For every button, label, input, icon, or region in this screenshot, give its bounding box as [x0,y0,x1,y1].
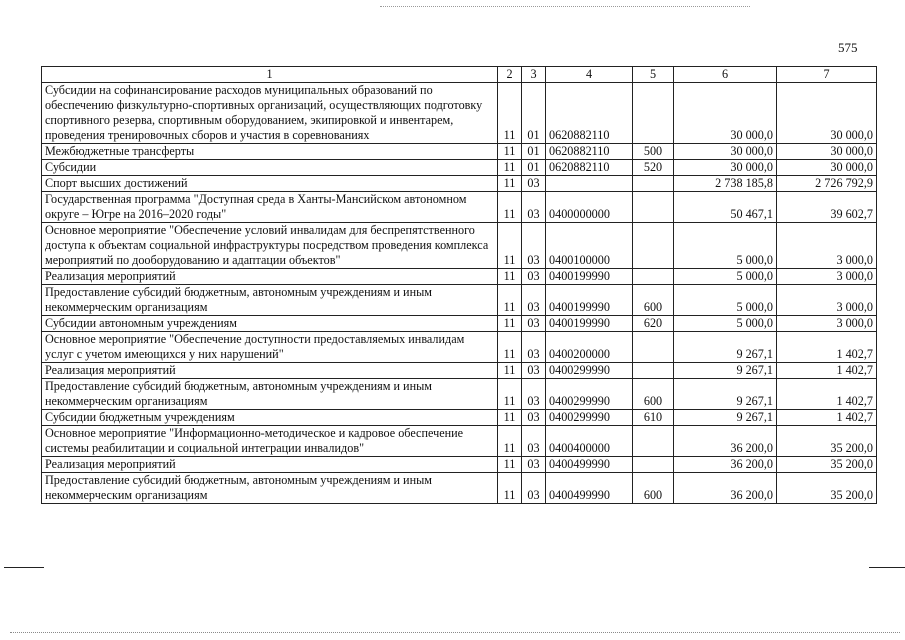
row-target-article: 0400299990 [546,379,633,410]
budget-table [41,66,877,504]
table-row [42,332,877,363]
row-subsection: 03 [522,410,546,426]
row-target-article: 0620882110 [546,144,633,160]
table-row [42,426,877,457]
table-row [42,223,877,269]
row-target-article: 0400100000 [546,223,633,269]
row-name: Предоставление субсидий бюджетным, автономным учреждениям и иным некоммерческим организациям [42,473,498,504]
row-subsection: 01 [522,144,546,160]
column-header-7: 7 [777,67,877,83]
row-amount-2: 30 000,0 [777,160,877,176]
row-section: 11 [498,160,522,176]
row-amount-1: 50 467,1 [674,192,777,223]
row-section: 11 [498,223,522,269]
row-target-article: 0400000000 [546,192,633,223]
row-amount-2: 3 000,0 [777,285,877,316]
row-expense-type [633,223,674,269]
row-amount-2: 3 000,0 [777,316,877,332]
row-subsection: 03 [522,363,546,379]
row-section: 11 [498,176,522,192]
table-row [42,410,877,426]
row-name: Предоставление субсидий бюджетным, автономным учреждениям и иным некоммерческим организациям [42,379,498,410]
row-expense-type: 600 [633,379,674,410]
row-expense-type: 600 [633,473,674,504]
row-amount-2: 30 000,0 [777,83,877,144]
row-name: Субсидии [42,160,498,176]
row-amount-2: 3 000,0 [777,223,877,269]
row-amount-1: 36 200,0 [674,426,777,457]
scan-bottom-rule [10,632,900,633]
row-amount-1: 30 000,0 [674,144,777,160]
row-subsection: 03 [522,426,546,457]
row-amount-1: 5 000,0 [674,285,777,316]
row-subsection: 03 [522,473,546,504]
row-amount-2: 1 402,7 [777,332,877,363]
row-amount-2: 1 402,7 [777,410,877,426]
column-header-5: 5 [633,67,674,83]
row-name: Субсидии бюджетным учреждениям [42,410,498,426]
row-amount-1: 9 267,1 [674,332,777,363]
row-amount-2: 1 402,7 [777,363,877,379]
row-amount-2: 30 000,0 [777,144,877,160]
row-subsection: 03 [522,379,546,410]
row-amount-2: 35 200,0 [777,473,877,504]
row-amount-1: 36 200,0 [674,473,777,504]
row-amount-2: 35 200,0 [777,426,877,457]
row-section: 11 [498,269,522,285]
row-expense-type: 610 [633,410,674,426]
row-section: 11 [498,363,522,379]
row-expense-type: 600 [633,285,674,316]
row-subsection: 03 [522,176,546,192]
row-name: Субсидии на софинансирование расходов муниципальных образований по обеспечению физкультурно-спортивных организаций, осуществляющих подготовку спортивного резерва, спортивным оборудованием, экипировкой и инвентарем, проведения тренировочных сборов и участия в соревнованиях [42,83,498,144]
row-target-article: 0400499990 [546,457,633,473]
row-amount-1: 36 200,0 [674,457,777,473]
row-name: Реализация мероприятий [42,363,498,379]
table-row [42,457,877,473]
table-row [42,144,877,160]
row-amount-1: 9 267,1 [674,379,777,410]
table-row [42,363,877,379]
row-amount-2: 39 602,7 [777,192,877,223]
row-target-article: 0400199990 [546,285,633,316]
row-target-article: 0400199990 [546,269,633,285]
table-row [42,176,877,192]
row-name: Спорт высших достижений [42,176,498,192]
row-name: Основное мероприятие "Информационно-методическое и кадровое обеспечение системы реабилитации и социальной интеграции инвалидов" [42,426,498,457]
row-subsection: 03 [522,457,546,473]
row-target-article: 0400200000 [546,332,633,363]
row-name: Предоставление субсидий бюджетным, автономным учреждениям и иным некоммерческим организациям [42,285,498,316]
row-amount-1: 9 267,1 [674,363,777,379]
row-subsection: 01 [522,83,546,144]
row-target-article: 0400199990 [546,316,633,332]
row-name: Реализация мероприятий [42,269,498,285]
row-subsection: 03 [522,316,546,332]
row-amount-1: 30 000,0 [674,160,777,176]
row-target-article: 0620882110 [546,83,633,144]
row-expense-type [633,83,674,144]
row-amount-1: 9 267,1 [674,410,777,426]
row-amount-2: 1 402,7 [777,379,877,410]
row-expense-type [633,176,674,192]
table-body [42,83,877,504]
table-row [42,269,877,285]
row-subsection: 03 [522,192,546,223]
row-amount-1: 2 738 185,8 [674,176,777,192]
table-header-row [42,67,877,83]
table-row [42,379,877,410]
table-row [42,160,877,176]
row-name: Субсидии автономным учреждениям [42,316,498,332]
row-amount-2: 35 200,0 [777,457,877,473]
column-header-1: 1 [42,67,498,83]
row-amount-1: 5 000,0 [674,223,777,269]
scan-top-rule [380,6,750,7]
row-expense-type [633,457,674,473]
row-subsection: 03 [522,285,546,316]
row-section: 11 [498,379,522,410]
margin-rule-right [869,567,905,568]
row-target-article: 0400400000 [546,426,633,457]
column-header-3: 3 [522,67,546,83]
table-row [42,473,877,504]
row-amount-1: 30 000,0 [674,83,777,144]
row-amount-1: 5 000,0 [674,316,777,332]
row-subsection: 03 [522,332,546,363]
column-header-4: 4 [546,67,633,83]
column-header-6: 6 [674,67,777,83]
page-number: 575 [838,40,858,55]
row-expense-type [633,332,674,363]
row-target-article [546,176,633,192]
row-section: 11 [498,192,522,223]
row-expense-type [633,426,674,457]
row-subsection: 03 [522,269,546,285]
column-header-2: 2 [498,67,522,83]
row-target-article: 0400499990 [546,473,633,504]
row-subsection: 03 [522,223,546,269]
row-section: 11 [498,332,522,363]
row-target-article: 0400299990 [546,410,633,426]
row-section: 11 [498,426,522,457]
margin-rule-left [4,567,44,568]
row-expense-type [633,269,674,285]
row-subsection: 01 [522,160,546,176]
row-amount-2: 3 000,0 [777,269,877,285]
row-section: 11 [498,457,522,473]
row-expense-type: 500 [633,144,674,160]
row-section: 11 [498,285,522,316]
row-expense-type: 520 [633,160,674,176]
table-row [42,192,877,223]
row-section: 11 [498,316,522,332]
row-name: Межбюджетные трансферты [42,144,498,160]
row-section: 11 [498,410,522,426]
row-section: 11 [498,83,522,144]
row-expense-type: 620 [633,316,674,332]
table-row [42,285,877,316]
row-section: 11 [498,144,522,160]
row-name: Реализация мероприятий [42,457,498,473]
row-amount-2: 2 726 792,9 [777,176,877,192]
row-expense-type [633,192,674,223]
row-section: 11 [498,473,522,504]
row-name: Государственная программа "Доступная среда в Ханты-Мансийском автономном округе – Югре на 2016–2020 годы" [42,192,498,223]
row-expense-type [633,363,674,379]
row-target-article: 0400299990 [546,363,633,379]
row-target-article: 0620882110 [546,160,633,176]
table-row [42,83,877,144]
row-name: Основное мероприятие "Обеспечение доступности предоставляемых инвалидам услуг с учетом имеющихся у них нарушений" [42,332,498,363]
row-name: Основное мероприятие "Обеспечение условий инвалидам для беспрепятственного доступа к объектам социальной инфраструктуры посредством проведения комплекса мероприятий по дооборудованию и адаптации объектов" [42,223,498,269]
row-amount-1: 5 000,0 [674,269,777,285]
table-row [42,316,877,332]
